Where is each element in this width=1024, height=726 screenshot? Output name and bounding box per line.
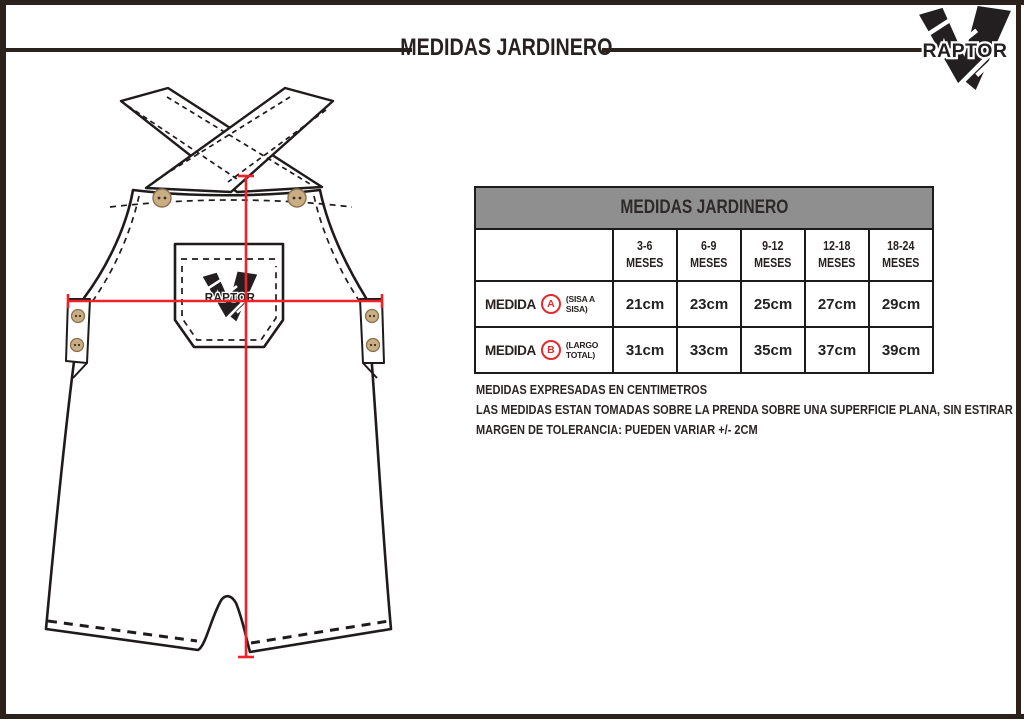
value-cell: 39cm xyxy=(869,327,933,373)
row-label-medida-a: MEDIDA A (SISA A SISA) xyxy=(475,281,613,327)
value-cell: 33cm xyxy=(677,327,741,373)
value-cell: 35cm xyxy=(741,327,805,373)
letter-b-badge: B xyxy=(541,340,561,360)
page-border-right xyxy=(1016,0,1021,719)
letter-a-badge: A xyxy=(541,294,561,314)
value-cell: 29cm xyxy=(869,281,933,327)
page-border-top xyxy=(0,0,1024,5)
column-header-6-9: 6-9 MESES xyxy=(677,229,741,281)
value-cell: 27cm xyxy=(805,281,869,327)
measurement-notes xyxy=(476,380,1024,440)
column-header-3-6: 3-6 MESES xyxy=(613,229,677,281)
size-table xyxy=(474,186,934,374)
header-rule-right xyxy=(602,48,936,52)
page-title xyxy=(400,34,612,62)
page-border-left xyxy=(0,0,6,719)
page-border-bottom xyxy=(0,714,1024,719)
value-cell: 23cm xyxy=(677,281,741,327)
brand-logo xyxy=(916,5,1014,91)
value-cell: 25cm xyxy=(741,281,805,327)
column-header-9-12: 9-12 MESES xyxy=(741,229,805,281)
note-line-1: MEDIDAS EXPRESADAS EN CENTIMETROS xyxy=(476,383,708,397)
placket-right xyxy=(360,299,384,363)
size-table-corner-cell xyxy=(475,229,613,281)
table-row-medida-a xyxy=(475,281,933,327)
page-title-text: MEDIDAS JARDINERO xyxy=(399,34,613,61)
column-header-18-24: 18-24 MESES xyxy=(869,229,933,281)
placket-left xyxy=(66,299,90,363)
overall-straps xyxy=(121,88,333,192)
value-cell: 37cm xyxy=(805,327,869,373)
note-line-3: MARGEN DE TOLERANCIA: PUEDEN VARIAR +/- 2CM xyxy=(476,423,758,437)
row-label-medida-b: MEDIDA B (LARGO TOTAL) xyxy=(475,327,613,373)
size-table-header-row xyxy=(475,229,933,281)
table-row-medida-b xyxy=(475,327,933,373)
column-header-12-18: 12-18 MESES xyxy=(805,229,869,281)
size-table-title: MEDIDAS JARDINERO xyxy=(475,187,933,229)
value-cell: 21cm xyxy=(613,281,677,327)
header-rule-left xyxy=(6,48,412,52)
value-cell: 31cm xyxy=(613,327,677,373)
chest-pocket xyxy=(175,244,283,347)
note-line-2: LAS MEDIDAS ESTAN TOMADAS SOBRE LA PRENDA SOBRE UNA SUPERFICIE PLANA, SIN ESTIRAR xyxy=(476,403,1013,417)
garment-drawing xyxy=(30,80,460,680)
